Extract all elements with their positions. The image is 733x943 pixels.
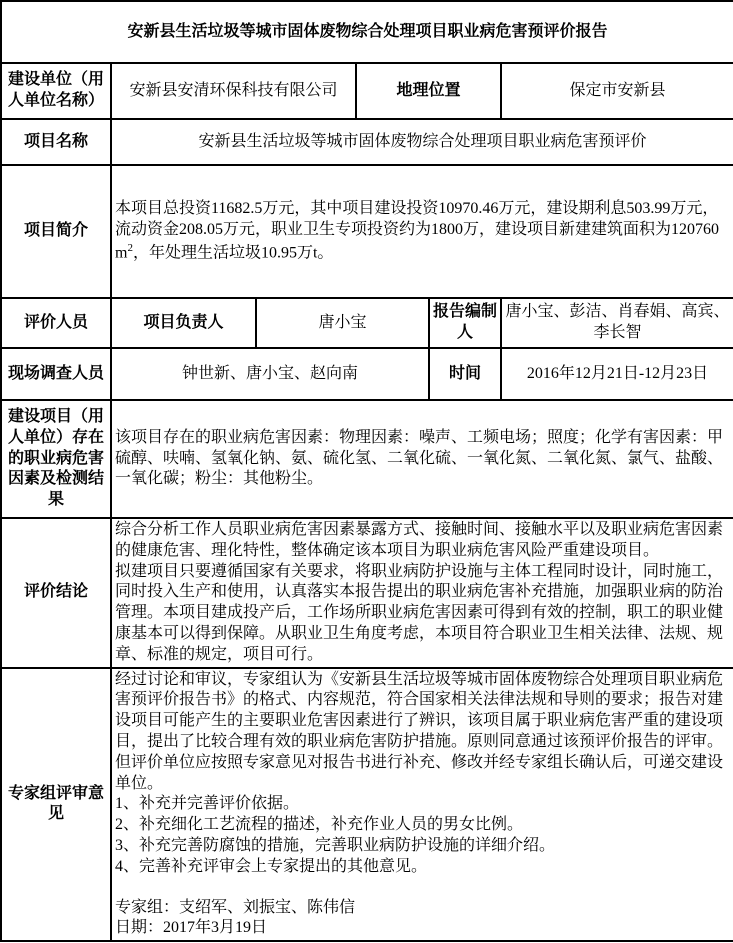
evaluators-row [1, 298, 733, 348]
geo-value: 保定市安新县 [501, 63, 733, 119]
expert-item-2: 2、补充细化工艺流程的描述，补充作业人员的男女比例。 [115, 816, 524, 834]
project-leader-value: 唐小宝 [256, 298, 429, 348]
project-name-row [1, 119, 733, 165]
expert-opinion-row [1, 668, 733, 942]
expert-date-line: 日期：2017年3月19日 [115, 919, 268, 937]
expert-item-1: 1、补充并完善评价依据。 [115, 795, 300, 813]
expert-group-line: 专家组：支绍军、刘振宝、陈伟信 [115, 898, 356, 916]
project-summary-label: 项目简介 [1, 165, 111, 298]
expert-item-3: 3、补充完善防腐蚀的措施，完善职业病防护设施的详细介绍。 [115, 836, 556, 854]
project-summary-row [1, 165, 733, 298]
time-label: 时间 [429, 348, 501, 400]
project-name-label: 项目名称 [1, 119, 111, 165]
expert-item-4: 4、完善补充评审会上专家提出的其他意见。 [115, 857, 428, 875]
builder-row [1, 63, 733, 119]
report-title: 安新县生活垃圾等城市固体废物综合处理项目职业病危害预评价报告 [1, 1, 733, 63]
project-name-value: 安新县生活垃圾等城市固体废物综合处理项目职业病危害预评价 [111, 119, 733, 165]
summary-text-part2: ，年处理生活垃圾10.95万t。 [132, 244, 334, 262]
expert-paragraph: 经过讨论和审议，专家组认为《安新县生活垃圾等城市固体废物综合处理项目职业病危害预评价报告书》的格式、内容规范，符合国家相关法律法规和导则的要求；报告对建设项目可能产生的主要职业危害因素进行了辨识，该项目属于职业病危害严重的建设项目，提出了比较合理有效的职业病危害防护措施。原则同意通过该预评价报告的评审。但评价单位应按照专家意见对报告书进行补充、修改并经专家组长确认后，可递交建设单位。 [115, 670, 724, 792]
project-leader-label: 项目负责人 [111, 298, 256, 348]
hazards-value: 该项目存在的职业病危害因素：物理因素：噪声、工频电场；照度；化学有害因素：甲硫醇、呋喃、氢氧化钠、氨、硫化氢、二氧化硫、一氧化氮、二氧化氮、氯气、盐酸、一氧化碳；粉尘：其他粉尘。 [111, 400, 733, 518]
site-survey-row [1, 348, 733, 400]
hazards-label: 建设项目（用人单位）存在的职业病危害因素及检测结果 [1, 400, 111, 518]
report-writer-label: 报告编制人 [429, 298, 501, 348]
expert-opinion-value [111, 668, 733, 942]
report-writer-value: 唐小宝、彭洁、肖春娟、高宾、李长智 [501, 298, 733, 348]
builder-value: 安新县安清环保科技有限公司 [111, 63, 356, 119]
builder-label: 建设单位（用人单位名称） [1, 63, 111, 119]
conclusion-row [1, 518, 733, 668]
geo-label: 地理位置 [356, 63, 501, 119]
blank-line [115, 878, 730, 898]
title-row [1, 1, 733, 63]
evaluators-label: 评价人员 [1, 298, 111, 348]
superscript-2: 2 [127, 241, 133, 254]
hazards-row [1, 400, 733, 518]
site-survey-value: 钟世新、唐小宝、赵向南 [111, 348, 429, 400]
conclusion-paragraph-1: 综合分析工作人员职业病危害因素暴露方式、接触时间、接触水平以及职业病危害因素的健康危害、理化特性，整体确定该本项目为职业病危害风险严重建设项目。 [115, 521, 724, 559]
conclusion-value [111, 518, 733, 668]
conclusion-label: 评价结论 [1, 518, 111, 668]
summary-text-part1: 本项目总投资11682.5万元，其中项目建设投资10970.46万元，建设期利息503.99万元，流动资金208.05万元，职业卫生专项投资约为1800万，建设项目新建建筑面积为120760m [115, 200, 720, 262]
expert-opinion-label: 专家组评审意见 [1, 668, 111, 942]
project-summary-value [111, 165, 733, 298]
conclusion-paragraph-2: 拟建项目只要遵循国家有关要求，将职业病防护设施与主体工程同时设计，同时施工，同时投入生产和使用，认真落实本报告提出的职业病危害补充措施，加强职业病的防治管理。本项目建成投产后，工作场所职业病危害因素可得到有效的控制，职工的职业健康基本可以得到保障。从职业卫生角度考虑，本项目符合职业卫生相关法律、法规、规章、标准的规定，项目可行。 [115, 562, 724, 663]
time-value: 2016年12月21日-12月23日 [501, 348, 733, 400]
site-survey-label: 现场调查人员 [1, 348, 111, 400]
